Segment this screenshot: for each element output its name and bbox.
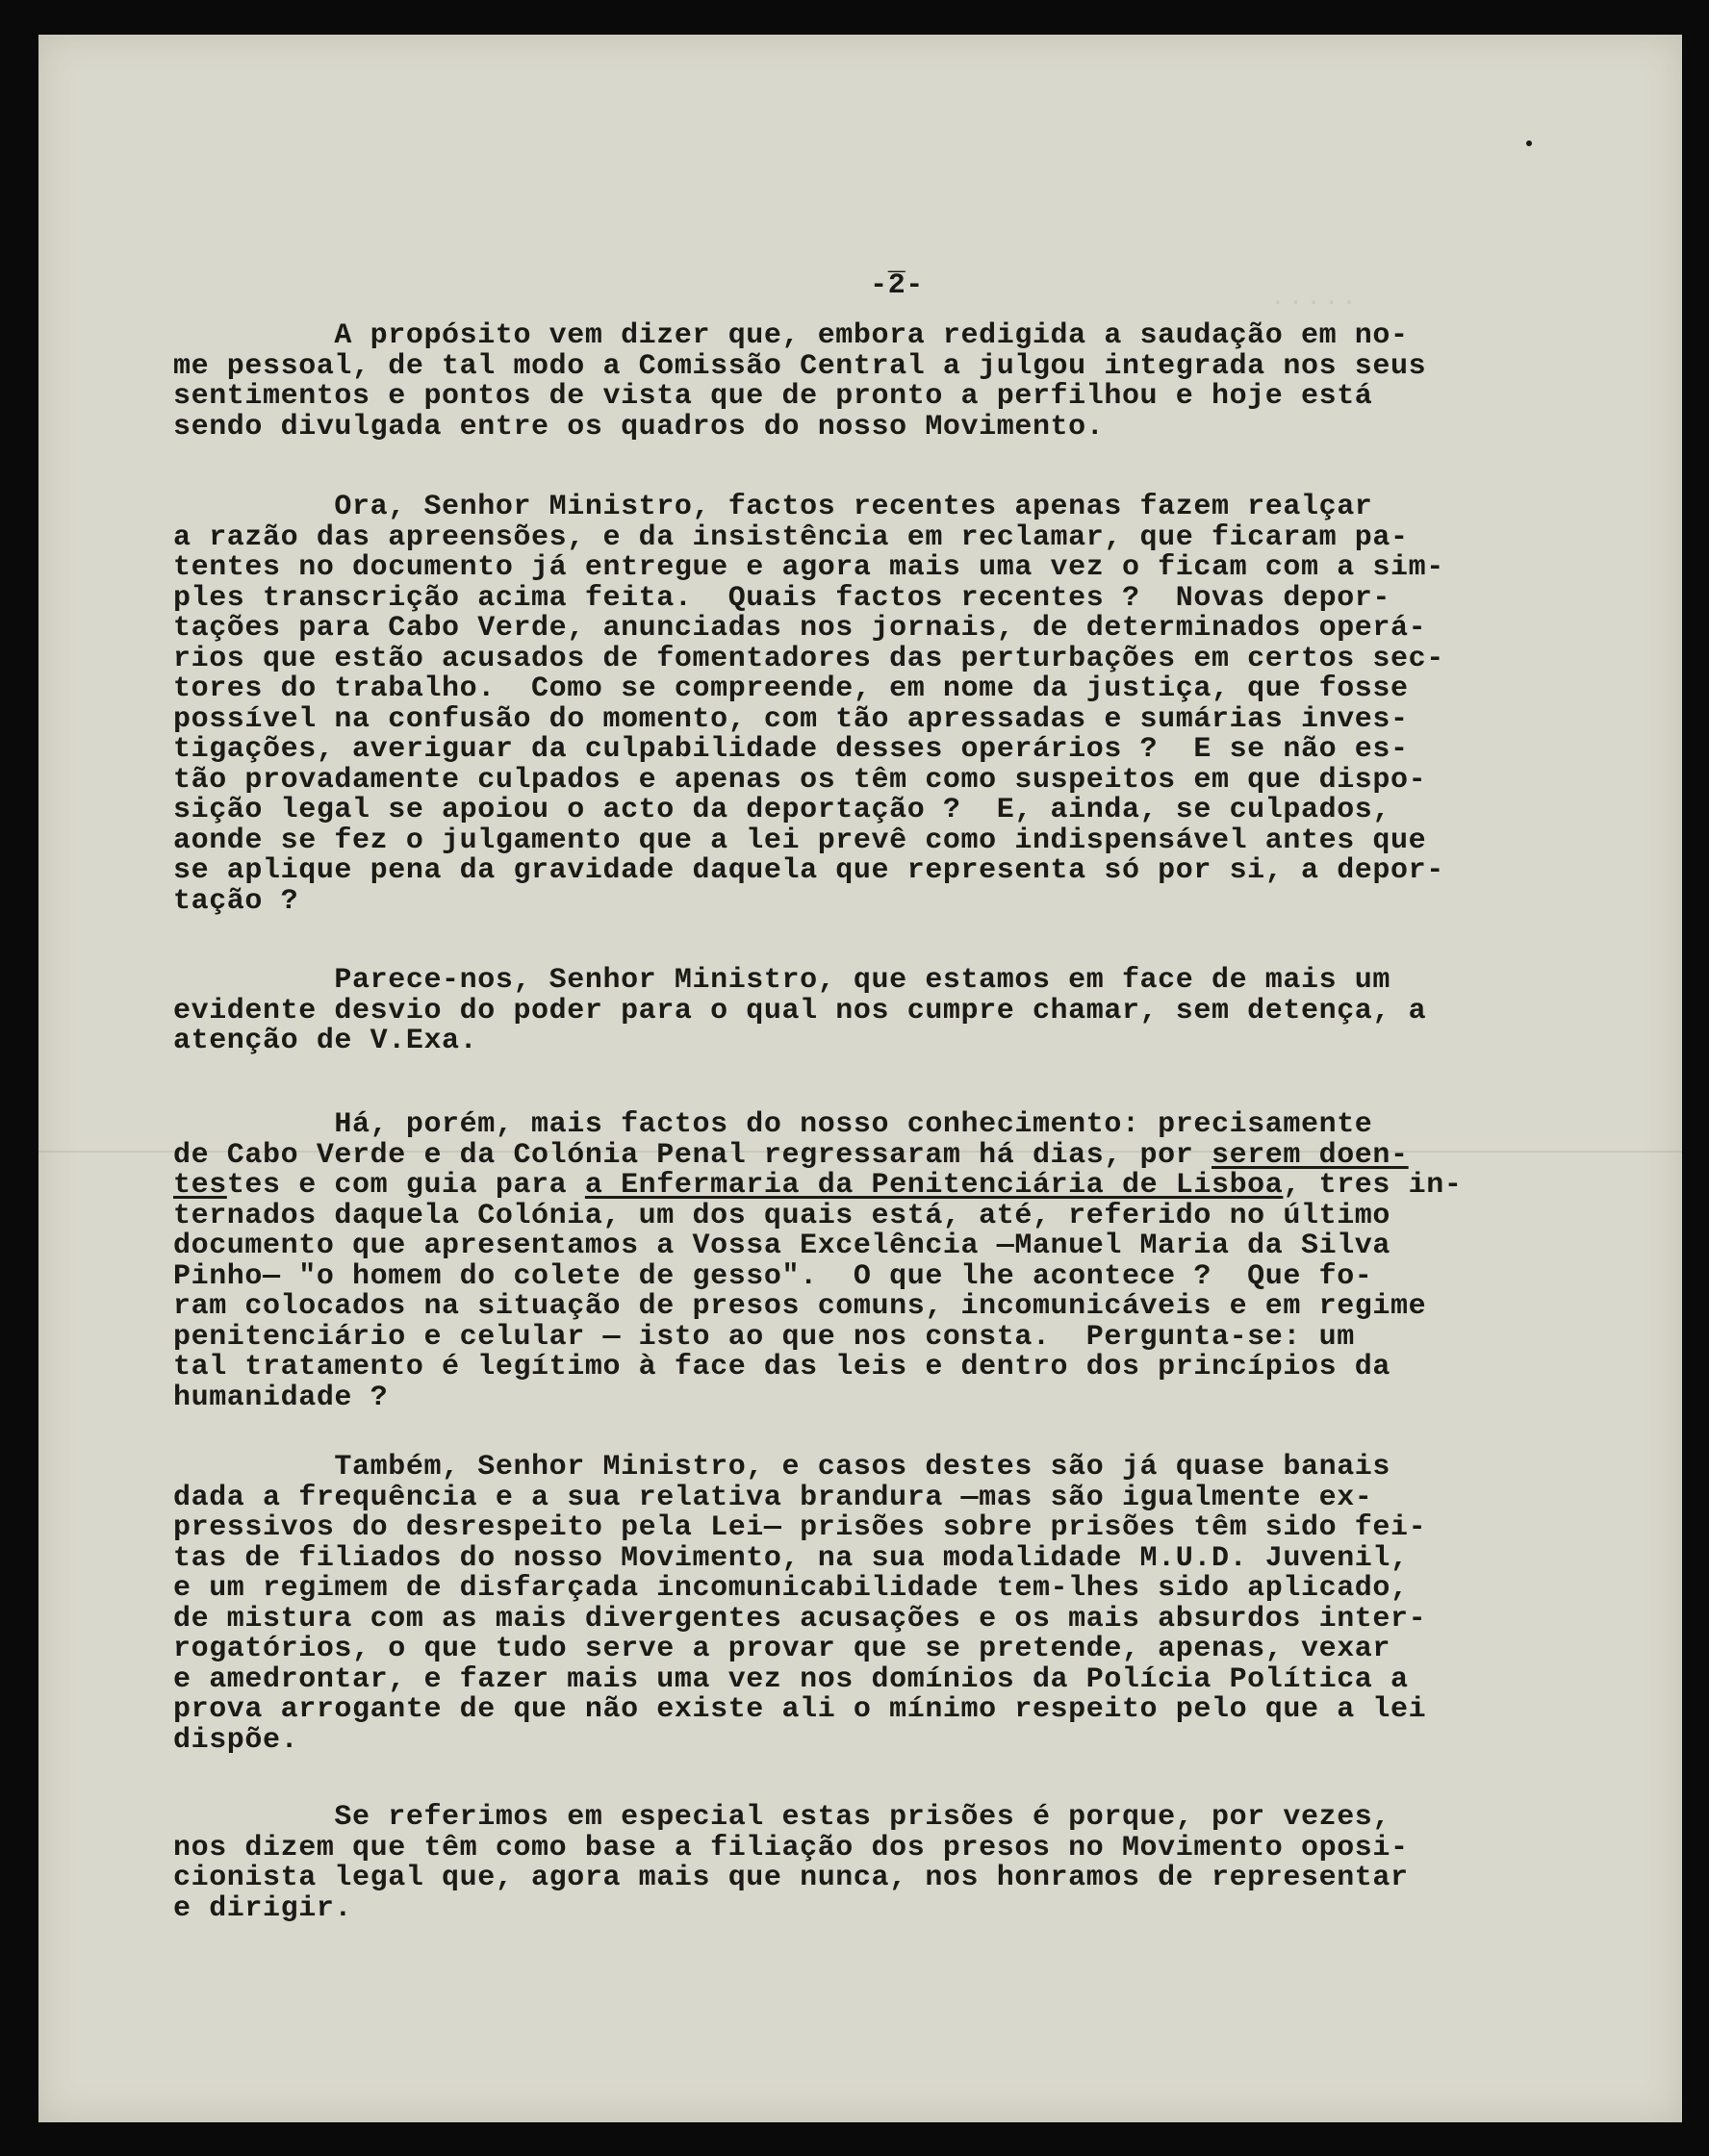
page-number [839, 246, 955, 302]
paragraph-line: Há, porém, mais factos do nosso conhecimento: precisamente [173, 1108, 1373, 1141]
paragraph-line: tão provadamente culpados e apenas os têm como suspeitos em que dispo- [173, 763, 1427, 797]
paragraph-line: possível na confusão do momento, com tão apressadas e sumárias inves- [173, 702, 1409, 736]
paragraph-line: aonde se fez o julgamento que a lei prevê como indispensável antes que [173, 824, 1427, 857]
paragraph-line: ternados daquela Colónia, um dos quais está, até, referido no último [173, 1199, 1390, 1232]
paragraph-line: documento que apresentamos a Vossa Excelência —Manuel Maria da Silva [173, 1230, 1390, 1262]
paragraph-line: tação ? [173, 884, 299, 918]
page-number-text: -2- [870, 269, 924, 302]
paragraph-line: tas de filiados do nosso Movimento, na sua modalidade M.U.D. Juvenil, [173, 1541, 1409, 1575]
paragraph-line: a razão das apreensões, e da insistência em reclamar, que ficaram pa- [173, 520, 1409, 554]
paragraph-5 [173, 1453, 1569, 1756]
paragraph-line: atenção de V.Exa. [173, 1025, 478, 1057]
paragraph-line: e dirigir. [173, 1891, 353, 1925]
paragraph-line: Ora, Senhor Ministro, factos recentes apenas fazem realçar [173, 491, 1373, 523]
paragraph-1 [173, 321, 1569, 443]
paragraph-line: rios que estão acusados de fomentadores das perturbações em certos sec- [173, 642, 1444, 675]
paragraph-line: penitenciário e celular — isto ao que nos consta. Pergunta-se: um [173, 1320, 1355, 1354]
paragraph-line: prova arrogante de que não existe ali o mínimo respeito pelo que a lei [173, 1693, 1427, 1726]
paragraph-4 [173, 1110, 1569, 1413]
paragraph-6 [173, 1803, 1569, 1924]
paragraph-line: sentimentos e pontos de vista que de pronto a perfilhou e hoje está [173, 380, 1373, 413]
paragraph-line [173, 1138, 1569, 1172]
paragraph-line: Pinho— "o homem do colete de gesso". O que lhe acontece ? Que fo- [173, 1259, 1373, 1293]
paragraph-line: tações para Cabo Verde, anunciadas nos jornais, de determinados operá- [173, 612, 1427, 645]
paragraph-line: evidente desvio do poder para o qual nos cumpre chamar, sem detença, a [173, 994, 1427, 1027]
paragraph-line: e amedrontar, e fazer mais uma vez nos domínios da Polícia Política a [173, 1662, 1409, 1696]
paragraph-line: Também, Senhor Ministro, e casos destes são já quase banais [173, 1451, 1390, 1484]
underlined-phrase: a Enfermaria da Penitenciária de Lisboa [584, 1169, 1284, 1202]
paragraph-3 [173, 966, 1569, 1057]
paragraph-line: A propósito vem dizer que, embora redigida a saudação em no- [173, 319, 1409, 352]
underlined-phrase: serem doen- [1211, 1138, 1409, 1172]
paragraph-2 [173, 493, 1569, 917]
document-page [38, 35, 1682, 2122]
paragraph-line: ram colocados na situação de presos comuns, incomunicáveis e em regime [173, 1290, 1427, 1323]
paragraph-line: dispõe. [173, 1723, 299, 1757]
paragraph-line: humanidade ? [173, 1381, 389, 1414]
paragraph-line: se aplique pena da gravidade daquela que representa só por si, a depor- [173, 854, 1444, 887]
paragraph-line: dada a frequência e a sua relativa brandura —mas são igualmente ex- [173, 1481, 1373, 1514]
paragraph-line: sendo divulgada entre os quadros do nosso Movimento. [173, 410, 1105, 444]
line-text: de Cabo Verde e da Colónia Penal regressaram há dias, por [173, 1138, 1212, 1172]
line-text: , tres in- [1283, 1169, 1463, 1202]
page-number-dash: _ [887, 246, 906, 279]
paragraph-line: ples transcrição acima feita. Quais factos recentes ? Novas depor- [173, 581, 1390, 615]
paragraph-line: me pessoal, de tal modo a Comissão Central a julgou integrada nos seus [173, 349, 1427, 383]
paragraph-line: Se referimos em especial estas prisões é porque, por vezes, [173, 1801, 1390, 1834]
paragraph-line: sição legal se apoiou o acto da deportação ? E, ainda, se culpados, [173, 794, 1390, 826]
ink-speck [1526, 140, 1532, 146]
paragraph-line: rogatórios, o que tudo serve a provar que se pretende, apenas, vexar [173, 1633, 1390, 1665]
paragraph-line: tigações, averiguar da culpabilidade desses operários ? E se não es- [173, 733, 1409, 766]
paragraph-line [173, 1171, 1569, 1202]
line-text: tes e com guia para [226, 1169, 585, 1202]
paragraph-line: cionista legal que, agora mais que nunca, nos honramos de representar [173, 1862, 1409, 1894]
paragraph-line: tentes no documento já entregue e agora mais uma vez o ficam com a sim- [173, 551, 1444, 584]
paragraph-line: tal tratamento é legítimo à face das leis e dentro dos princípios da [173, 1351, 1390, 1383]
paragraph-line: pressivos do desrespeito pela Lei— prisões sobre prisões têm sido fei- [173, 1511, 1427, 1544]
underlined-phrase: tes [173, 1169, 227, 1202]
paragraph-line: de mistura com as mais divergentes acusações e os mais absurdos inter- [173, 1602, 1427, 1636]
paragraph-line: nos dizem que têm como base a filiação dos presos no Movimento oposi- [173, 1831, 1409, 1864]
paragraph-line: tores do trabalho. Como se compreende, em nome da justiça, que fosse [173, 672, 1409, 705]
bleed-through-text: ..... [1270, 283, 1361, 312]
paragraph-line: e um regimem de disfarçada incomunicabilidade tem-lhes sido aplicado, [173, 1572, 1409, 1605]
paragraph-line: Parece-nos, Senhor Ministro, que estamos em face de mais um [173, 964, 1390, 997]
